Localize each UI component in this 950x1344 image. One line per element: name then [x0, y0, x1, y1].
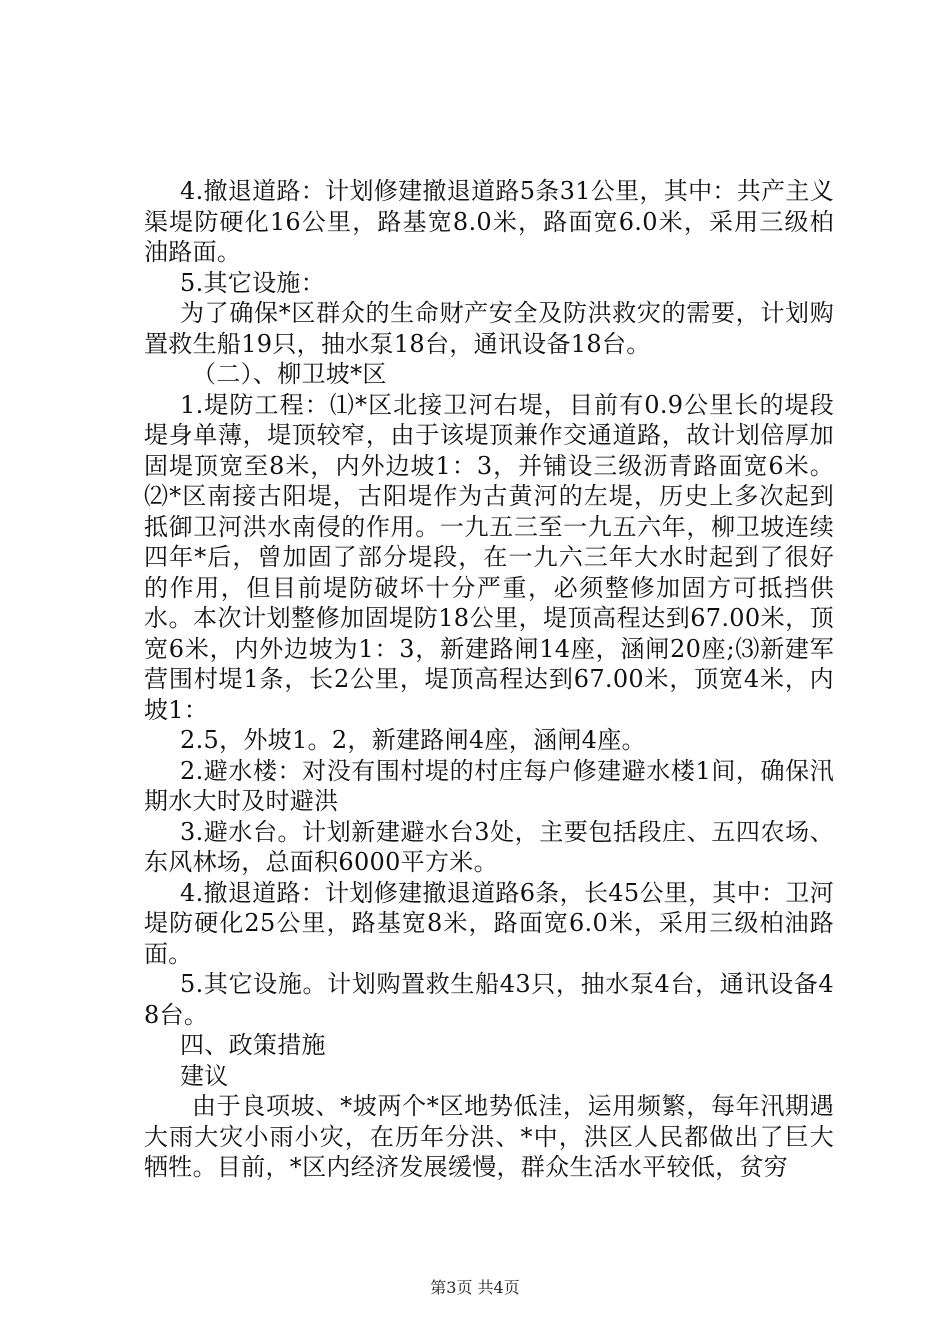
paragraph-evacuation-roads-2: 4.撤退道路：计划修建撤退道路6条，长45公里，其中：卫河堤防硬化25公里，路基宽8米，路面宽6.0米，采用三级柏油路面。 [144, 878, 834, 968]
paragraph-evacuation-roads-1: 4.撤退道路：计划修建撤退道路5条31公里，其中：共产主义渠堤防硬化16公里，路基宽8.0米，路面宽6.0米，采用三级柏油路面。 [144, 177, 834, 266]
paragraph-embankment-slope: 2.5，外坡1。2，新建路闸4座，涵闸4座。 [180, 726, 646, 754]
paragraph-refuge-platforms: 3.避水台。计划新建避水台3处，主要包括段庄、五四农场、东风林场，总面积6000平方米。 [144, 817, 834, 876]
paragraph-suggestions: 由于良项坡、*坡两个*区地势低洼，运用频繁，每年汛期遇大雨大灾小雨小灾，在历年分洪、*中，洪区人民都做出了巨大牺牲。目前，*区内经济发展缓慢，群众生活水平较低，贫穷 [144, 1092, 834, 1181]
paragraph-other-facilities-heading-1: 5.其它设施： [180, 268, 325, 297]
section-heading-policy-measures: 四、政策措施 [180, 1031, 326, 1059]
document-body [144, 176, 834, 1183]
paragraph-other-facilities-2: 5.其它设施。计划购置救生船43只，抽水泵4台，通讯设备48台。 [144, 970, 834, 1029]
page-number-footer: 第3页 共4页 [430, 1278, 520, 1297]
paragraph-refuge-buildings: 2.避水楼：对没有围村堤的村庄每户修建避水楼1间，确保汛期水大时及时避洪 [144, 756, 834, 815]
section-heading-liuweipo: （二）、柳卫坡*区 [192, 360, 387, 388]
section-heading-suggestions: 建议 [180, 1061, 229, 1090]
paragraph-embankment-works: 1.堤防工程：⑴*区北接卫河右堤，目前有0.9公里长的堤段堤身单薄，堤顶较窄，由于该堤顶兼作交通道路，故计划倍厚加固堤顶宽至8米，内外边坡1：3，并铺设三级沥青路面宽6米。⑵*区南接古阳堤，古阳堤作为古黄河的左堤，历史上多次起到抵御卫河洪水南侵的作用。一九五三至一九五六年，柳卫坡连续四年*后，曾加固了部分堤段，在一九六三年大水时起到了很好的作用，但目前堤防破坏十分严重，必须整修加固方可抵挡供水。本次计划整修加固堤防18公里，堤顶高程达到67.00米，顶宽6米，内外边坡为1：3，新建路闸14座，涵闸20座;⑶新建军营围村堤1条，长2公里，堤顶高程达到67.00米，顶宽4米，内坡1： [144, 390, 834, 724]
paragraph-other-facilities-1: 为了确保*区群众的生命财产安全及防洪救灾的需要，计划购置救生船19只，抽水泵18台，通讯设备18台。 [144, 299, 834, 358]
